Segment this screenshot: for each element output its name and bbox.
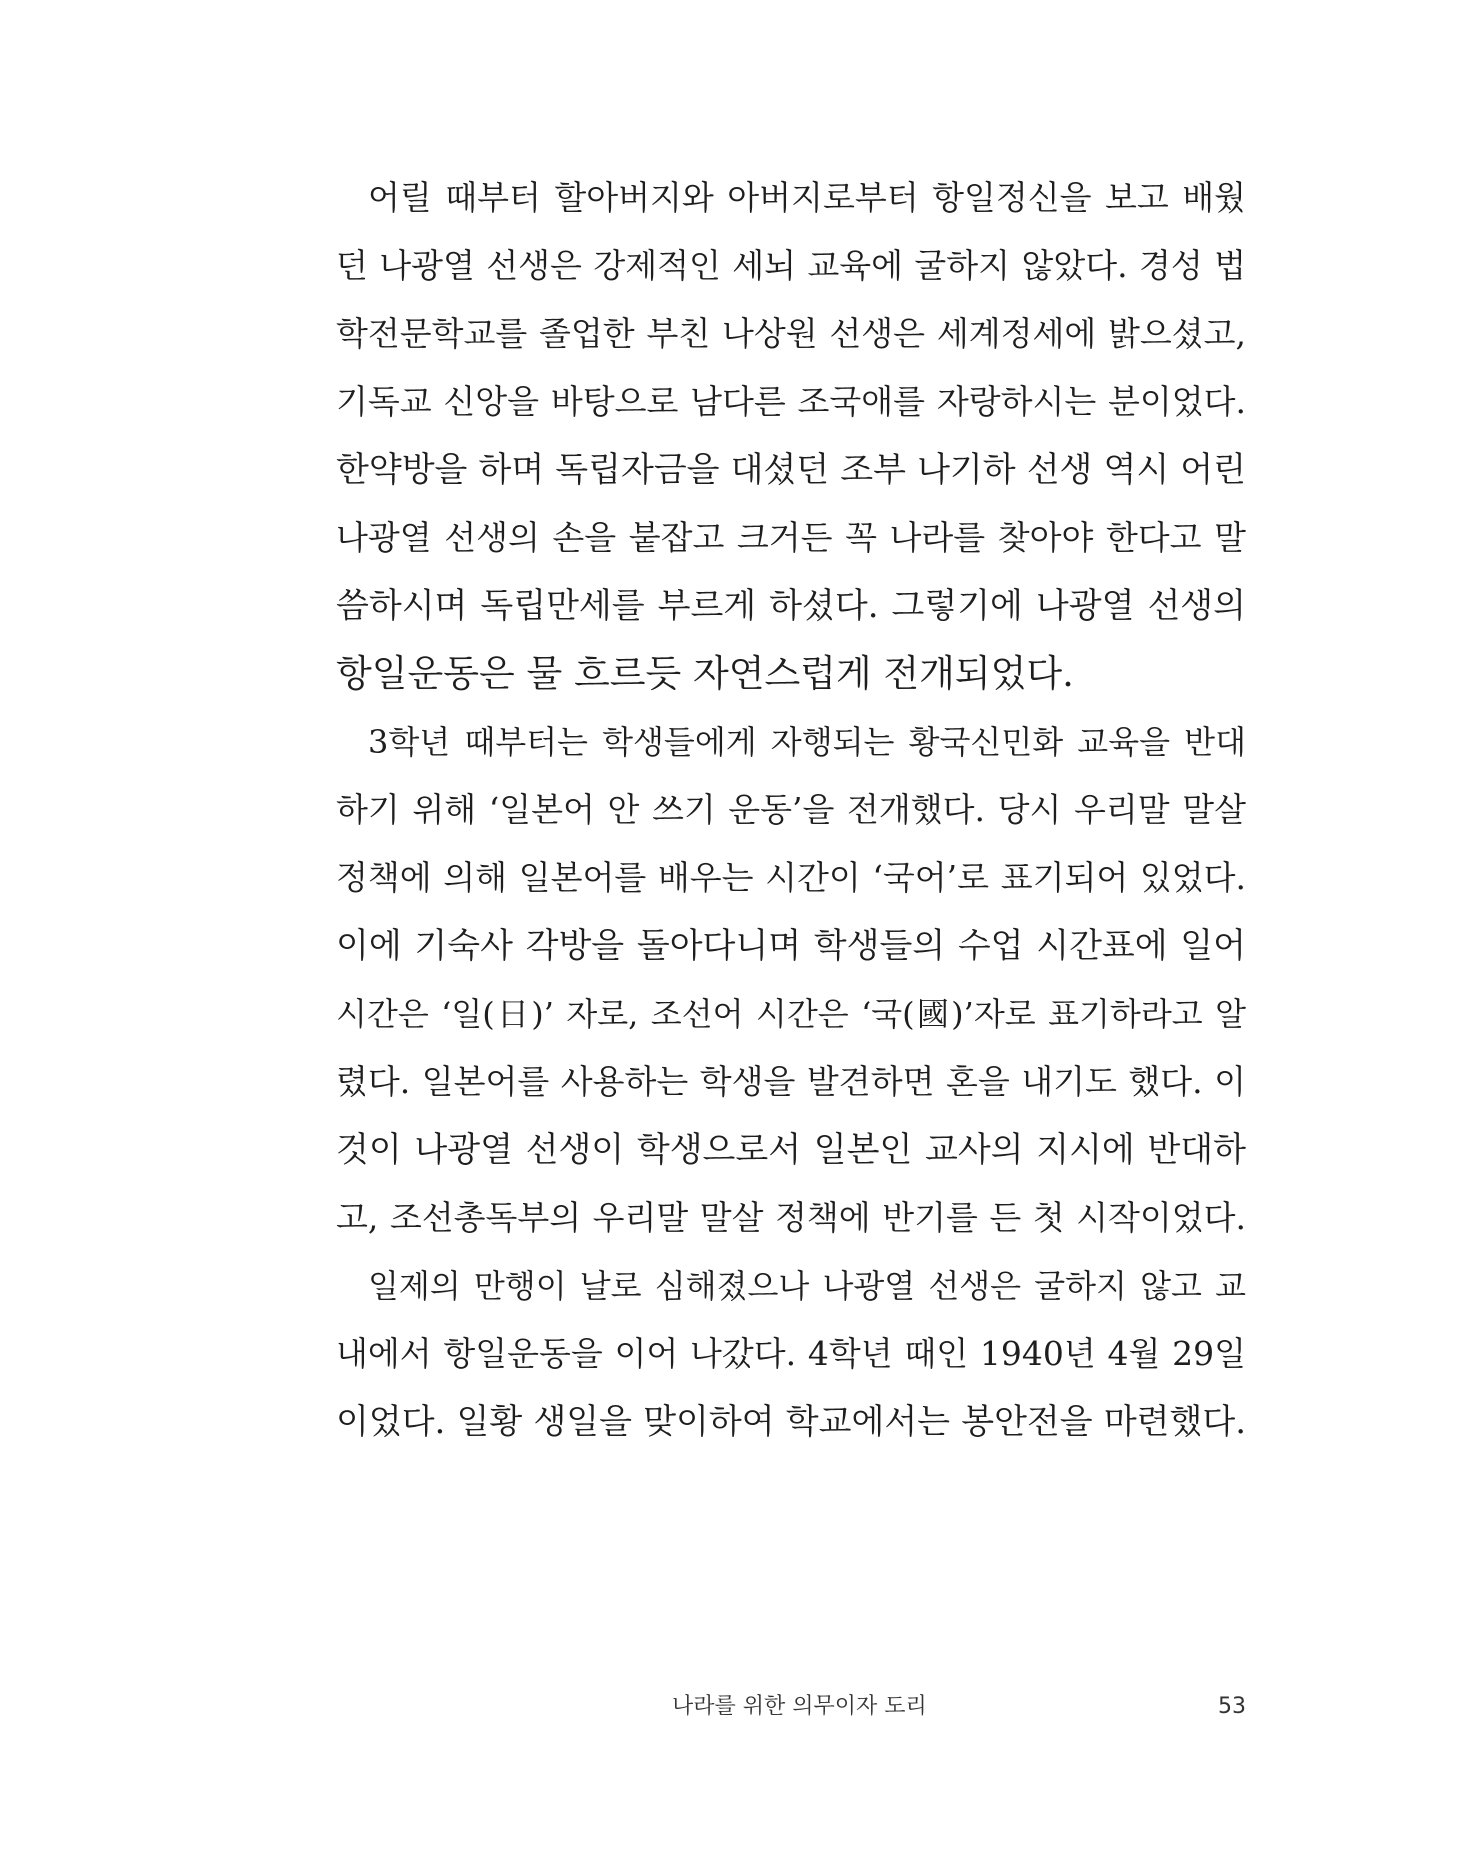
text-line: 것이 나광열 선생이 학생으로서 일본인 교사의 지시에 반대하 xyxy=(336,1130,1246,1170)
text-line: 고, 조선총독부의 우리말 말살 정책에 반기를 든 첫 시작이었다. xyxy=(336,1198,1246,1237)
page-number: 53 xyxy=(1218,1694,1246,1719)
text-line: 렸다. 일본어를 사용하는 학생을 발견하면 혼을 내기도 했다. 이 xyxy=(336,1062,1246,1101)
text-line: 나광열 선생의 손을 붙잡고 크거든 꼭 나라를 찾아야 한다고 말 xyxy=(336,518,1246,557)
text-line: 하기 위해 ‘일본어 안 쓰기 운동’을 전개했다. 당시 우리말 말살 xyxy=(336,790,1246,829)
text-line: 시간은 ‘일(日)’ 자로, 조선어 시간은 ‘국(國)’자로 표기하라고 알 xyxy=(336,995,1246,1033)
text-line: 항일운동은 물 흐르듯 자연스럽게 전개되었다. xyxy=(336,652,1074,695)
text-line: 3학년 때부터는 학생들에게 자행되는 황국신민화 교육을 반대 xyxy=(368,723,1246,761)
text-line: 한약방을 하며 독립자금을 대셨던 조부 나기하 선생 역시 어린 xyxy=(336,450,1246,490)
text-line: 이었다. 일황 생일을 맞이하여 학교에서는 봉안전을 마련했다. xyxy=(336,1402,1246,1442)
text-line: 이에 기숙사 각방을 돌아다니며 학생들의 수업 시간표에 일어 xyxy=(336,926,1246,966)
text-line: 기독교 신앙을 바탕으로 남다른 조국애를 자랑하시는 분이었다. xyxy=(336,382,1246,421)
text-line: 던 나광열 선생은 강제적인 세뇌 교육에 굴하지 않았다. 경성 법 xyxy=(336,246,1246,285)
text-line: 어릴 때부터 할아버지와 아버지로부터 항일정신을 보고 배웠 xyxy=(368,178,1246,217)
text-line: 내에서 항일운동을 이어 나갔다. 4학년 때인 1940년 4월 29일 xyxy=(336,1334,1246,1373)
text-line: 정책에 의해 일본어를 배우는 시간이 ‘국어’로 표기되어 있었다. xyxy=(336,858,1246,897)
text-line: 일제의 만행이 날로 심해졌으나 나광열 선생은 굴하지 않고 교 xyxy=(368,1267,1246,1305)
running-footer-title: 나라를 위한 의무이자 도리 xyxy=(672,1694,927,1719)
text-line: 학전문학교를 졸업한 부친 나상원 선생은 세계정세에 밝으셨고, xyxy=(336,314,1246,353)
text-line: 씀하시며 독립만세를 부르게 하셨다. 그렇기에 나광열 선생의 xyxy=(336,586,1246,626)
